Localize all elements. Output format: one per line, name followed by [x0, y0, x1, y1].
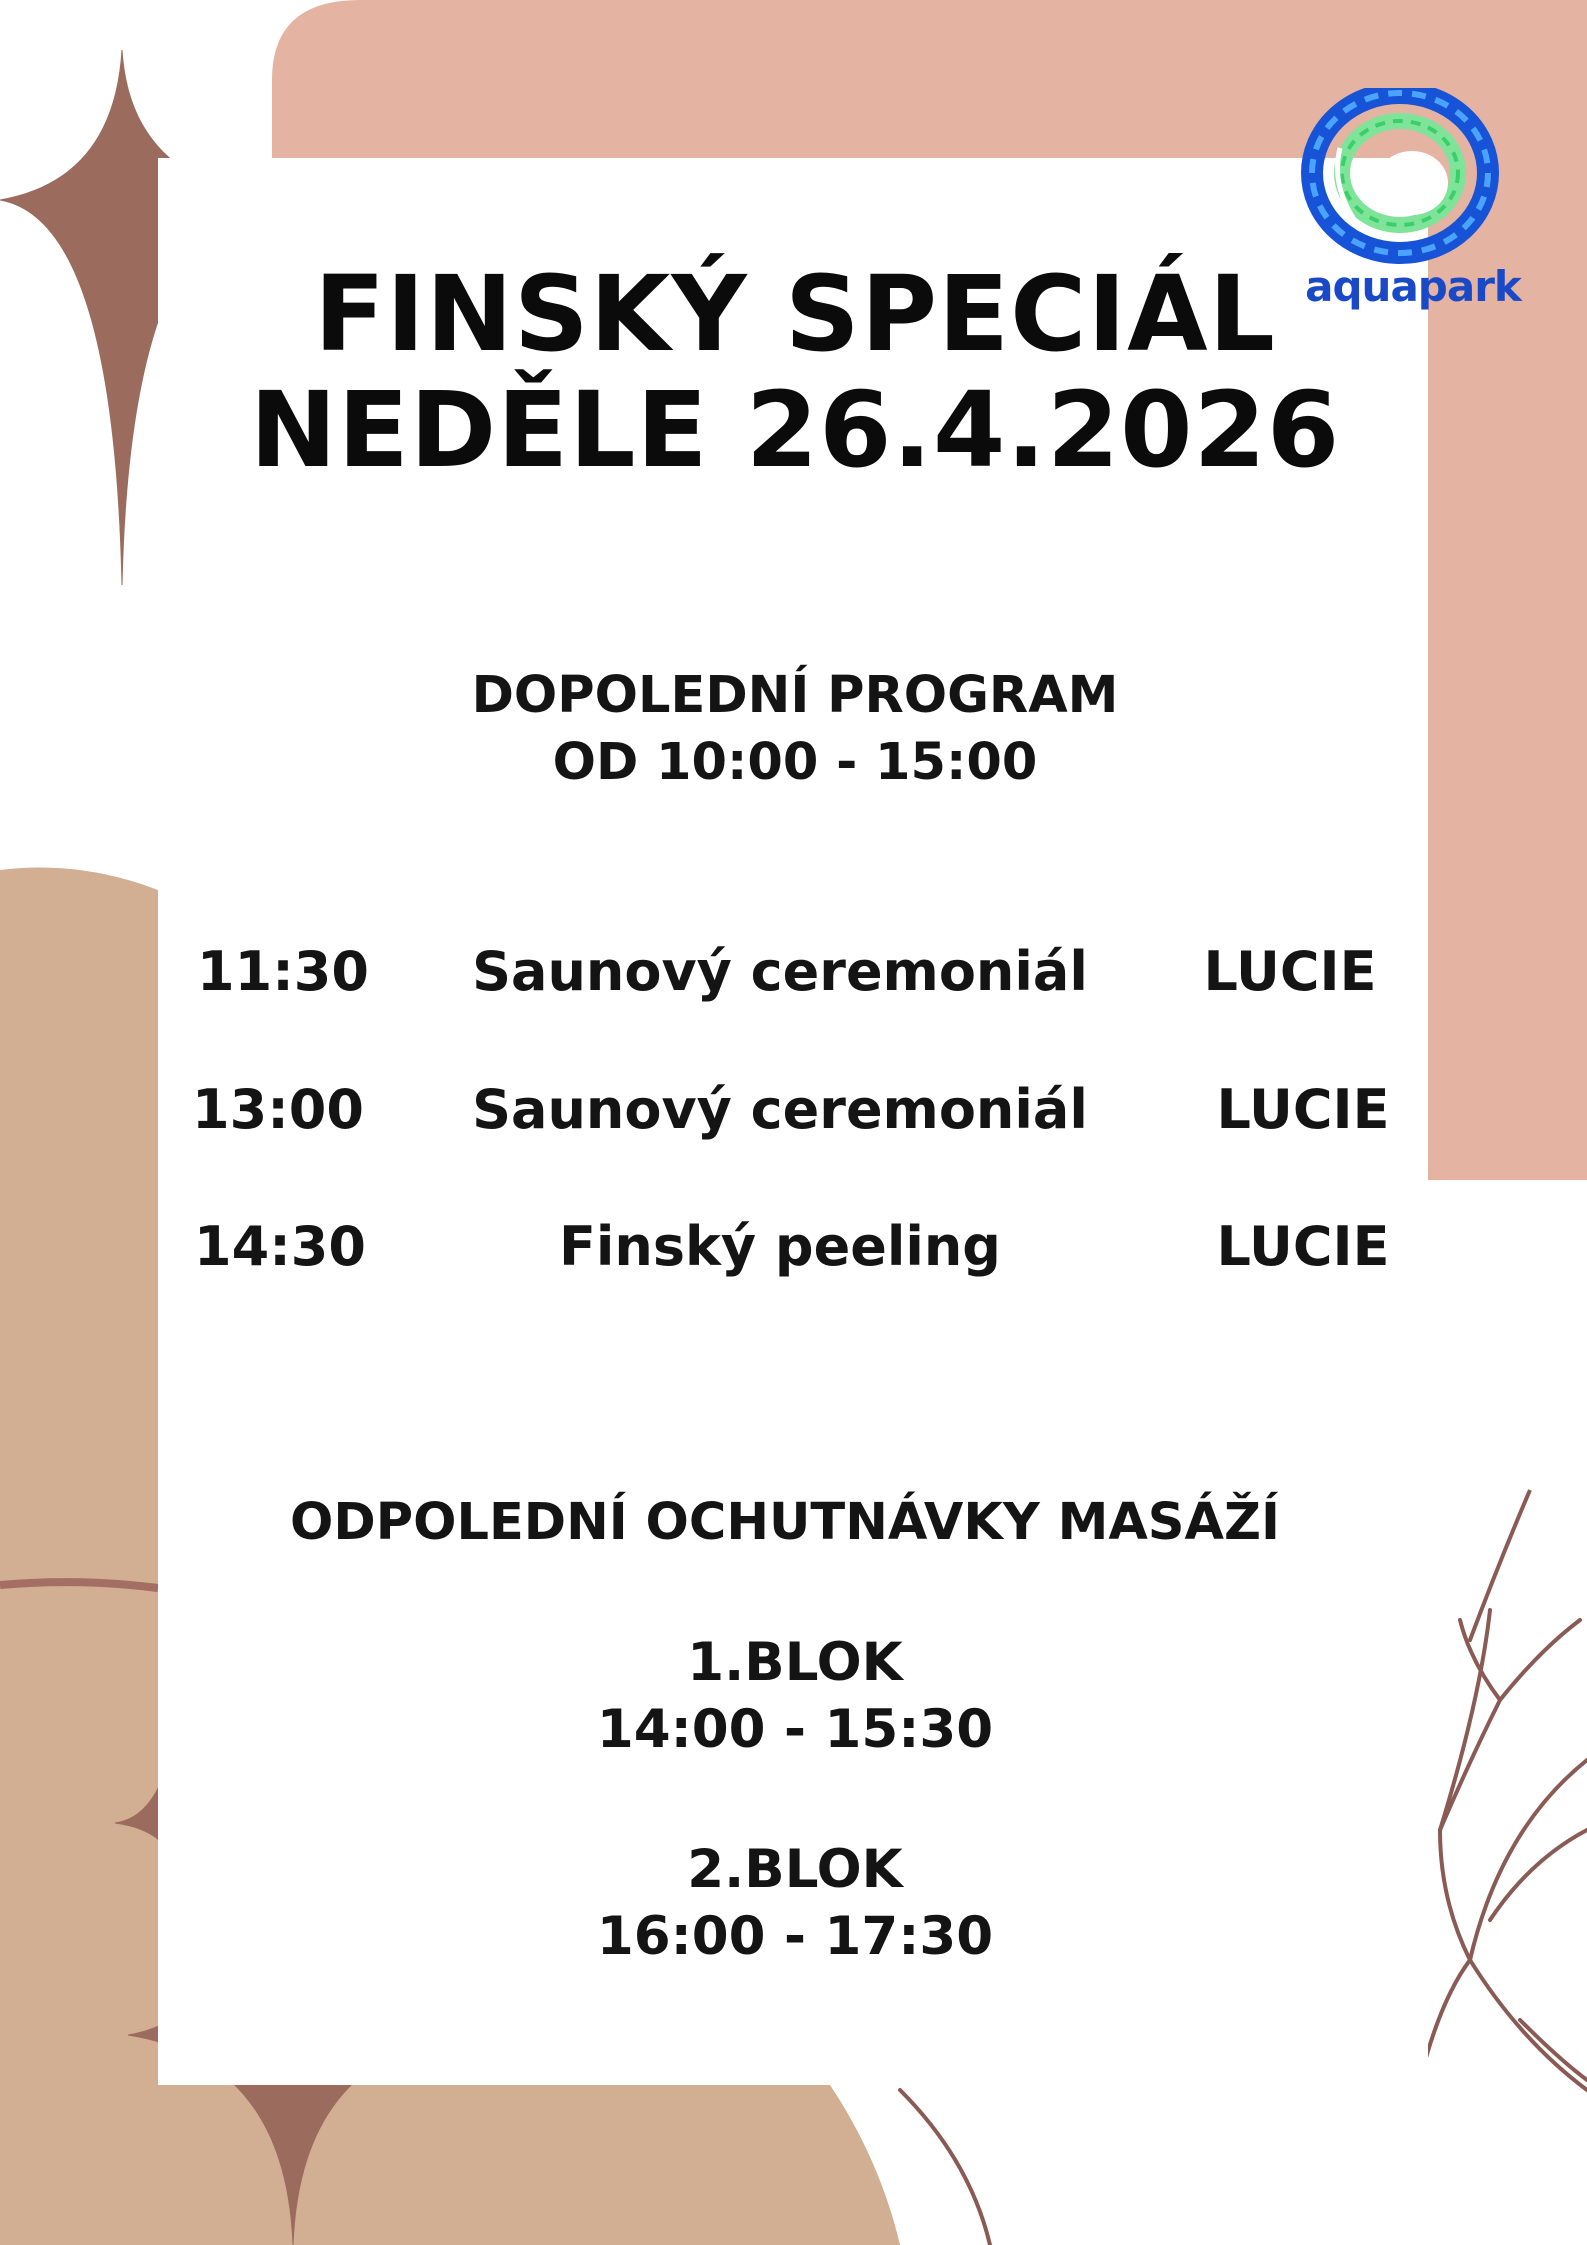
- block-hours: 16:00 - 17:30: [596, 1906, 994, 1967]
- schedule-host: LUCIE: [1216, 1078, 1390, 1141]
- schedule-activity: Saunový ceremoniál: [472, 1078, 1088, 1141]
- page-title-line1: FINSKÝ SPECIÁL: [314, 253, 1276, 375]
- block-label: 1.BLOK: [687, 1632, 903, 1693]
- schedule-time: 13:00: [192, 1078, 364, 1141]
- schedule-host: LUCIE: [1203, 940, 1377, 1003]
- schedule-activity: Saunový ceremoniál: [472, 940, 1088, 1003]
- aquapark-logo: [1300, 88, 1500, 272]
- morning-heading: DOPOLEDNÍ PROGRAM: [471, 666, 1119, 725]
- block-hours: 14:00 - 15:30: [596, 1699, 994, 1760]
- aquapark-ring-icon: [1300, 88, 1500, 268]
- schedule-host: LUCIE: [1216, 1215, 1390, 1278]
- schedule-time: 14:30: [194, 1215, 366, 1278]
- schedule-activity: Finský peeling: [559, 1215, 1001, 1278]
- morning-hours: OD 10:00 - 15:00: [552, 733, 1038, 792]
- logo-text: aquapark: [1305, 262, 1521, 311]
- schedule-time: 11:30: [197, 940, 369, 1003]
- page-title-line2: NEDĚLE 26.4.2026: [249, 369, 1341, 491]
- block-label: 2.BLOK: [687, 1839, 903, 1900]
- afternoon-heading: ODPOLEDNÍ OCHUTNÁVKY MASÁŽÍ: [290, 1493, 1280, 1552]
